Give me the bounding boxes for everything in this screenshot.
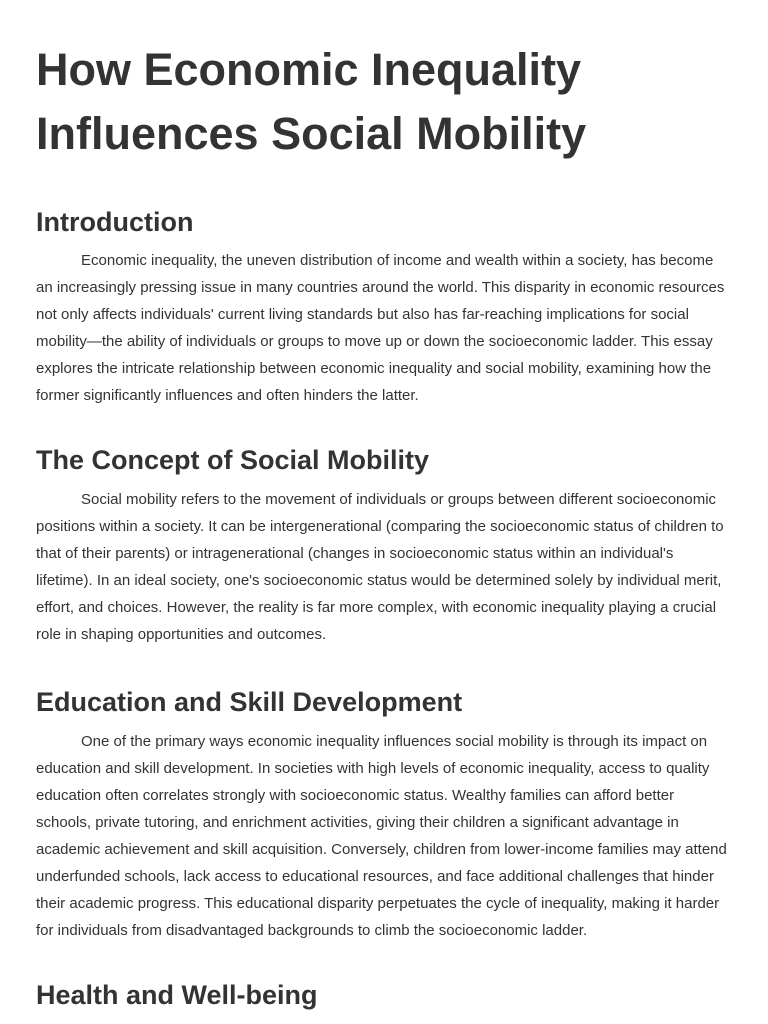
section-education-and-skill-development <box>36 685 732 944</box>
section-concept-of-social-mobility <box>36 443 732 648</box>
section-heading: Education and Skill Development <box>36 687 463 717</box>
section-health-and-well-being <box>36 978 732 1012</box>
section-heading: The Concept of Social Mobility <box>36 445 430 475</box>
section-introduction <box>36 205 732 409</box>
section-paragraph: Economic inequality, the uneven distribution of income and wealth within a society, has become an increasingly pressing issue in many countries around the world. This disparity in economic resources not only affects individuals' current living standards but also has far-reaching implications for social mobility—the ability of individuals or groups to move up or down the socioeconomic ladder. This essay explores the intricate relationship between economic inequality and social mobility, examining how the former significantly influences and often hinders the latter. <box>36 252 725 404</box>
section-paragraph: One of the primary ways economic inequality influences social mobility is through its impact on education and skill development. In societies with high levels of economic inequality, access to quality education often correlates strongly with socioeconomic status. Wealthy families can afford better schools, private tutoring, and enrichment activities, giving their children a significant advantage in academic achievement and skill acquisition. Conversely, children from lower-income families may attend underfunded schools, lack access to educational resources, and face additional challenges that hinder their academic progress. This educational disparity perpetuates the cycle of inequality, making it harder for individuals from disadvantaged backgrounds to climb the socioeconomic ladder. <box>36 733 727 939</box>
section-heading: Health and Well-being <box>36 980 318 1010</box>
document-title: How Economic Inequality Influences Social Mobility <box>36 44 587 159</box>
section-heading: Introduction <box>36 207 194 237</box>
section-paragraph: Social mobility refers to the movement of individuals or groups between different socioeconomic positions within a society. It can be intergenerational (comparing the socioeconomic status of children to that of their parents) or intragenerational (changes in socioeconomic status within an individual's lifetime). In an ideal society, one's socioeconomic status would be determined solely by individual merit, effort, and choices. However, the reality is far more complex, with economic inequality playing a crucial role in shaping opportunities and outcomes. <box>36 491 724 643</box>
